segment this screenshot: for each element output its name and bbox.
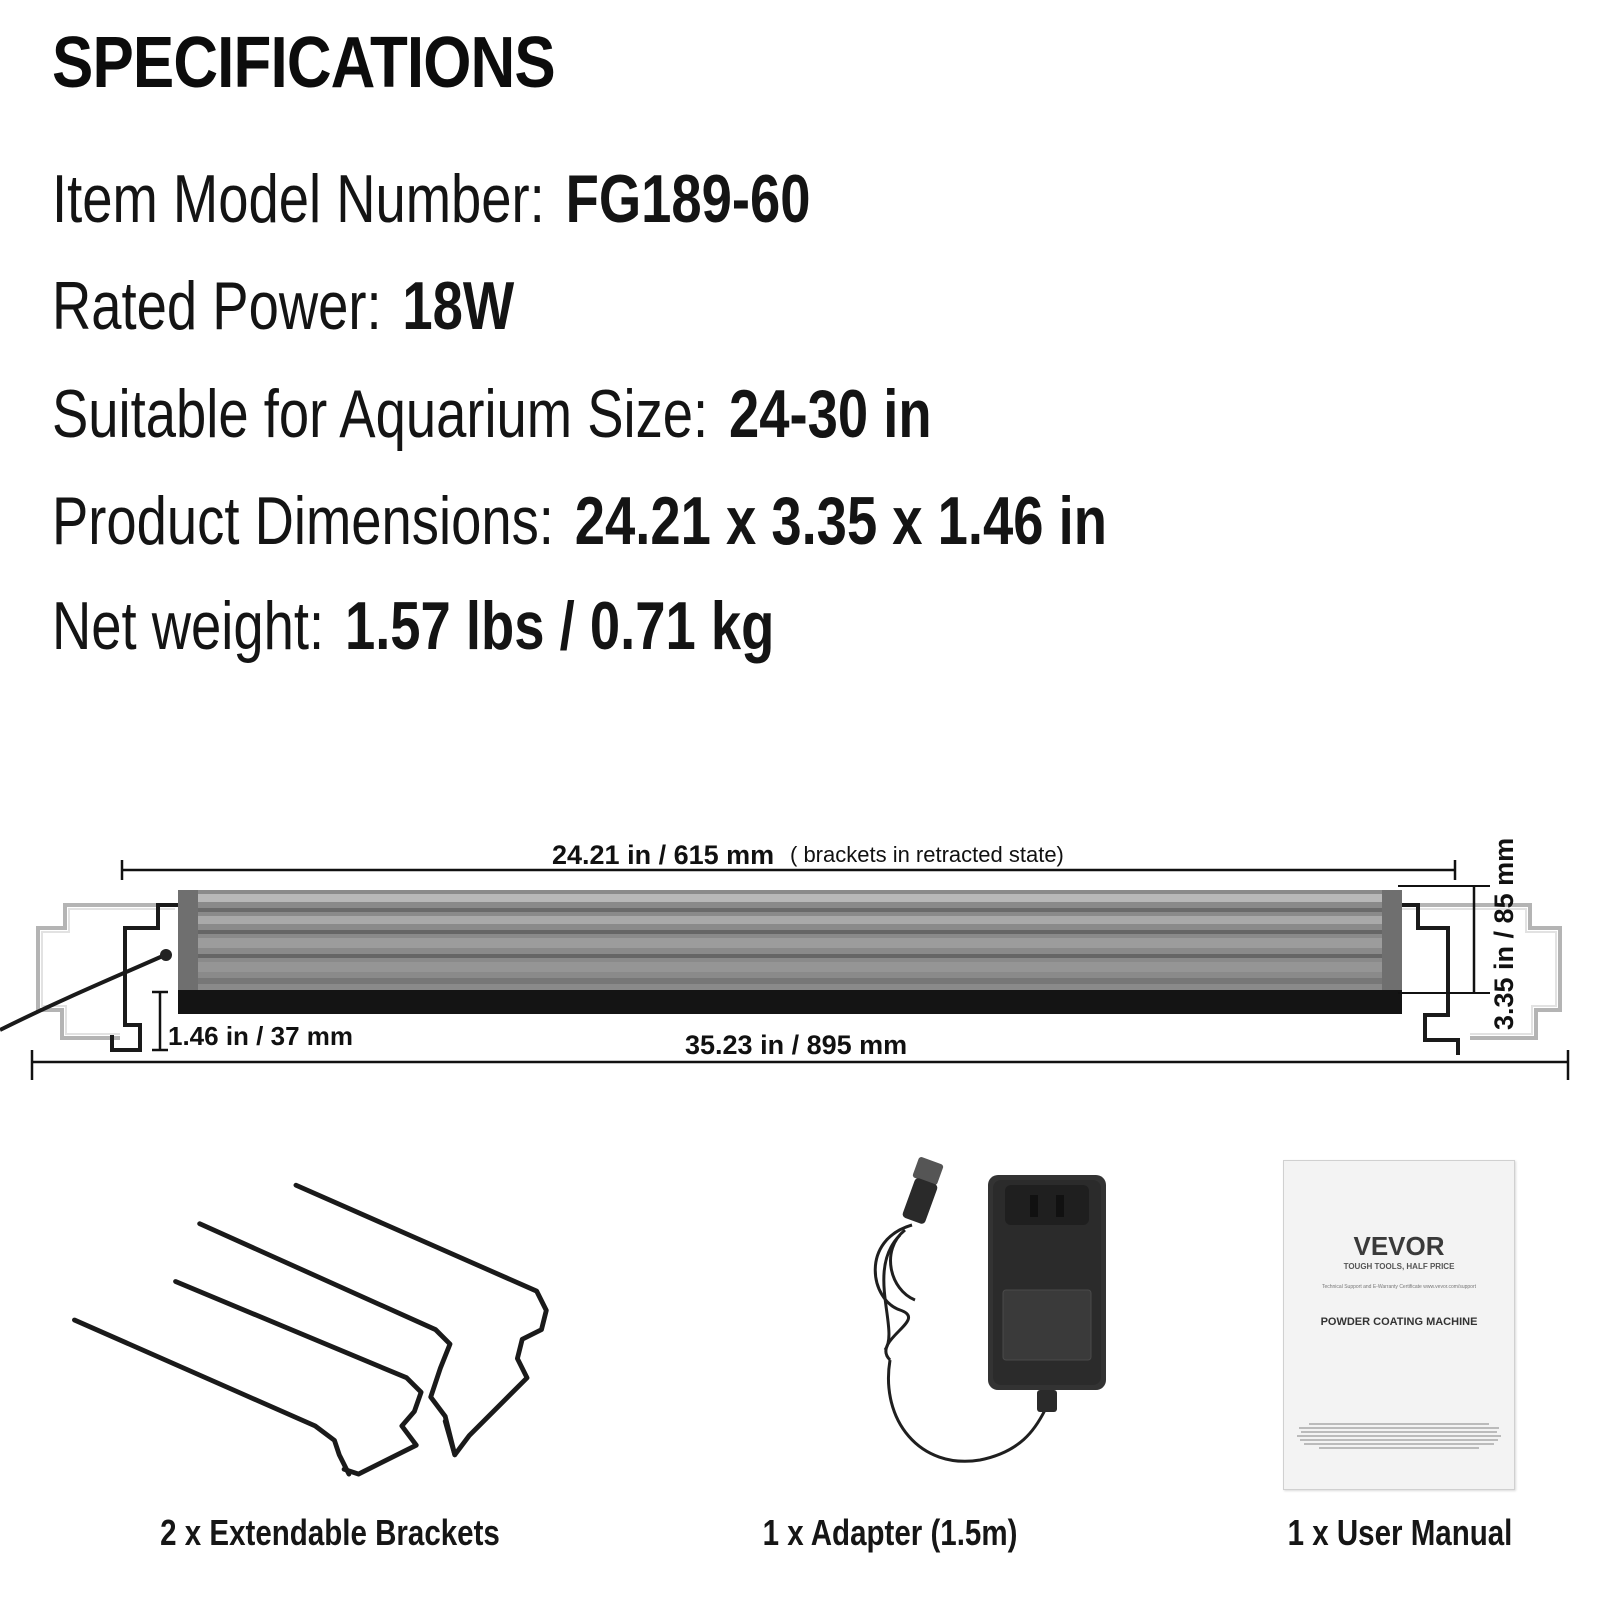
spec-value: FG189-60 (565, 161, 811, 237)
spec-dimensions (52, 483, 1108, 559)
dimension-length-extended: 35.23 in / 895 mm (685, 1030, 908, 1060)
caption-brackets: 2 x Extendable Brackets (160, 1512, 500, 1553)
spec-label: Suitable for Aquarium Size: (52, 376, 709, 452)
caption-manual: 1 x User Manual (1287, 1512, 1513, 1553)
manual-tagline: TOUGH TOOLS, HALF PRICE (1343, 1262, 1455, 1271)
spec-value: 1.57 lbs / 0.71 kg (344, 588, 775, 664)
spec-label: Net weight: (52, 588, 325, 664)
spec-value: 18W (402, 268, 515, 344)
manual-fine-print (1294, 1423, 1504, 1449)
spec-aquarium-size (52, 376, 932, 452)
spec-label: Rated Power: (52, 268, 382, 344)
dimension-length-retracted: 24.21 in / 615 mm (552, 840, 775, 870)
light-base (178, 990, 1402, 1014)
power-cable (0, 955, 165, 1030)
spec-label: Product Dimensions: (52, 483, 554, 559)
dimension-note: ( brackets in retracted state) (790, 842, 1064, 867)
bracket-extended-left (38, 905, 175, 1038)
dimension-diagram (0, 800, 1600, 1100)
caption-adapter: 1 x Adapter (1.5m) (762, 1512, 1018, 1553)
spec-model (52, 161, 811, 237)
spec-value: 24.21 x 3.35 x 1.46 in (574, 483, 1108, 559)
bracket-icon (60, 1140, 580, 1500)
spec-value: 24-30 in (728, 376, 932, 452)
spec-power (52, 268, 515, 344)
spec-weight (52, 588, 775, 664)
manual-brand: VEVOR (1353, 1231, 1445, 1261)
dimension-height: 1.46 in / 37 mm (168, 1021, 353, 1051)
bracket-retracted-right (1395, 905, 1458, 1055)
manual-icon (1283, 1160, 1515, 1490)
manual-support: Technical Support and E-Warranty Certificate www.vevor.com/support (1321, 1284, 1477, 1290)
dimension-width: 3.35 in / 85 mm (1489, 837, 1519, 1030)
bracket-extended-right (1385, 905, 1560, 1038)
page-title: SPECIFICATIONS (52, 23, 555, 103)
spec-label: Item Model Number: (52, 161, 545, 237)
adapter-icon (740, 1140, 1260, 1500)
manual-product: POWDER COATING MACHINE (1320, 1316, 1478, 1328)
